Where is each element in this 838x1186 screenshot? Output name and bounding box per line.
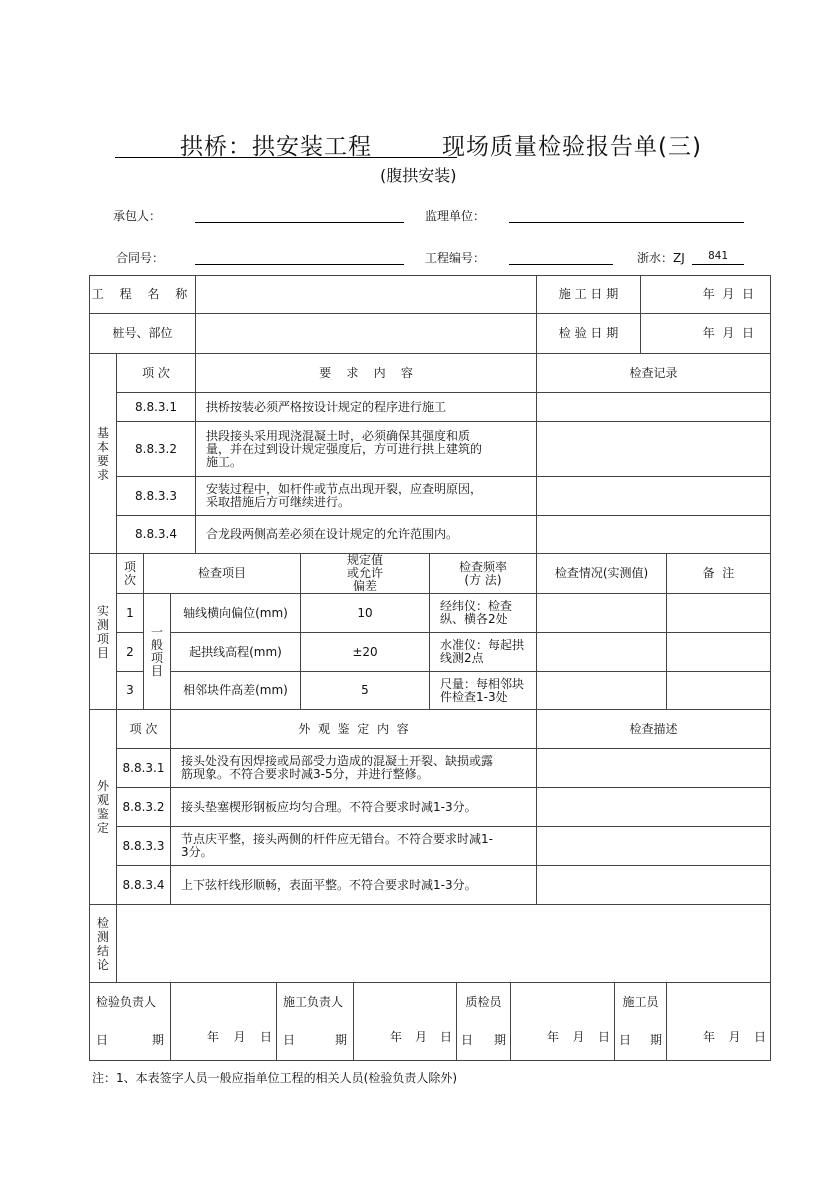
supervisor-label: 监理单位： (425, 209, 486, 223)
conclusion-field[interactable] (117, 905, 771, 983)
basic-col-item: 项 次 (117, 354, 196, 393)
measured-row-note[interactable] (667, 633, 771, 672)
construction-date-label: 施 工 日 期 (537, 276, 641, 314)
project-no-label: 工程编号： (425, 251, 486, 265)
appearance-col-content: 外 观 鉴 定 内 容 (171, 710, 537, 749)
basic-row-text: 合龙段两侧高差必须在设计规定的允许范围内。 (196, 516, 537, 554)
measured-row-no: 3 (117, 672, 144, 710)
form-title: 拱桥：拱安装工程 现场质量检验报告单(三) (180, 134, 702, 160)
inspection-date-label: 检 验 日 期 (537, 314, 641, 354)
measured-row-no: 2 (117, 633, 144, 672)
appearance-row-desc[interactable] (537, 749, 771, 788)
quality-inspector-sign[interactable]: 年 月 日 (511, 983, 615, 1061)
station-label: 桩号、部位 (90, 314, 196, 354)
basic-row-record[interactable] (537, 422, 771, 477)
basic-row-id: 8.8.3.4 (117, 516, 196, 554)
measured-row-note[interactable] (667, 594, 771, 633)
basic-row-text: 拱桥按装必须严格按设计规定的程序进行施工 (196, 393, 537, 422)
basic-col-record: 检查记录 (537, 354, 771, 393)
measured-row-item: 相邻块件高差(mm) (171, 672, 301, 710)
appearance-row-id: 8.8.3.2 (117, 788, 171, 827)
measured-row-spec: 10 (301, 594, 430, 633)
appearance-col-desc: 检查描述 (537, 710, 771, 749)
measured-col-spec: 规定值或允许偏差 (301, 554, 430, 594)
measured-row-result[interactable] (537, 633, 667, 672)
appearance-row-text: 接头处没有因焊接或局部受力造成的混凝土开裂、缺损或露筋现象。不符合要求时减3-5分，并进行整修。 (171, 749, 537, 788)
form-code: 841 (692, 249, 744, 265)
quality-inspector-label: 质检员 日 期 (457, 983, 511, 1061)
basic-row-record[interactable] (537, 477, 771, 516)
measured-row-item: 轴线横向偏位(mm) (171, 594, 301, 633)
measured-col-check: 检查项目 (144, 554, 301, 594)
basic-row-text: 拱段接头采用现浇混凝土时，必须确保其强度和质量，并在过到设计规定强度后，方可进行拱上建筑的施工。 (196, 422, 537, 477)
station-field[interactable] (196, 314, 537, 354)
inspection-table (89, 275, 771, 1061)
measured-col-note: 备 注 (667, 554, 771, 594)
basic-section-label: 基本要求 (90, 354, 117, 554)
appearance-row-id: 8.8.3.4 (117, 866, 171, 905)
measured-col-item: 项次 (117, 554, 144, 594)
constructor-sign[interactable]: 年 月 日 (667, 983, 771, 1061)
appearance-row-text: 节点庆平整，接头两侧的杆件应无错台。不符合要求时减1-3分。 (171, 827, 537, 866)
footnote: 注：1、本表签字人员一般应指单位工程的相关人员(检验负责人除外) (92, 1071, 458, 1085)
appearance-row-desc[interactable] (537, 866, 771, 905)
measured-row-note[interactable] (667, 672, 771, 710)
inspector-lead-label: 检验负责人 日 期 (90, 983, 171, 1061)
contract-no-label: 合同号： (116, 251, 165, 265)
construction-date-field[interactable]: 年 月 日 (641, 276, 771, 314)
title-underline (115, 157, 457, 158)
inspection-date-field[interactable]: 年 月 日 (641, 314, 771, 354)
construction-lead-sign[interactable]: 年 月 日 (354, 983, 457, 1061)
basic-row-id: 8.8.3.1 (117, 393, 196, 422)
measured-row-result[interactable] (537, 672, 667, 710)
measured-col-freq: 检查频率(方 法) (430, 554, 537, 594)
project-name-field[interactable] (196, 276, 537, 314)
project-name-label: 工 程 名 称 (90, 276, 196, 314)
constructor-label: 施工员 日 期 (615, 983, 667, 1061)
inspector-lead-sign[interactable]: 年 月 日 (171, 983, 277, 1061)
appearance-col-item: 项 次 (117, 710, 171, 749)
appearance-row-desc[interactable] (537, 788, 771, 827)
basic-col-content: 要 求 内 容 (196, 354, 537, 393)
appearance-row-text: 上下弦杆线形顺畅，表面平整。不符合要求时减1-3分。 (171, 866, 537, 905)
measured-row-freq: 尺量：每相邻块件检查1-3处 (430, 672, 537, 710)
conclusion-label: 检测结论 (90, 905, 117, 983)
measured-row-freq: 水准仪：每起拱线测2点 (430, 633, 537, 672)
measured-section-label: 实测项目 (90, 554, 117, 710)
form-subtitle: (腹拱安装) (380, 166, 457, 185)
basic-row-id: 8.8.3.3 (117, 477, 196, 516)
measured-row-no: 1 (117, 594, 144, 633)
appearance-section-label: 外观鉴定 (90, 710, 117, 905)
project-no-field[interactable] (509, 264, 613, 265)
basic-row-text: 安装过程中，如杆件或节点出现开裂，应查明原因，采取措施后方可继续进行。 (196, 477, 537, 516)
measured-row-result[interactable] (537, 594, 667, 633)
appearance-row-id: 8.8.3.3 (117, 827, 171, 866)
general-items-label: 一般项目 (144, 594, 171, 710)
measured-col-result: 检查情况(实测值) (537, 554, 667, 594)
measured-row-spec: ±20 (301, 633, 430, 672)
contract-no-field[interactable] (195, 264, 404, 265)
appearance-row-id: 8.8.3.1 (117, 749, 171, 788)
measured-row-freq: 经纬仪：检查纵、横各2处 (430, 594, 537, 633)
supervisor-field[interactable] (509, 222, 744, 223)
measured-row-item: 起拱线高程(mm) (171, 633, 301, 672)
basic-row-record[interactable] (537, 393, 771, 422)
contractor-label: 承包人： (113, 209, 162, 223)
appearance-row-text: 接头垫塞楔形钢板应均匀合理。不符合要求时减1-3分。 (171, 788, 537, 827)
basic-row-id: 8.8.3.2 (117, 422, 196, 477)
measured-row-spec: 5 (301, 672, 430, 710)
form-code-label: 浙水：ZJ (637, 251, 685, 265)
contractor-field[interactable] (195, 222, 404, 223)
construction-lead-label: 施工负责人 日 期 (277, 983, 354, 1061)
basic-row-record[interactable] (537, 516, 771, 554)
appearance-row-desc[interactable] (537, 827, 771, 866)
